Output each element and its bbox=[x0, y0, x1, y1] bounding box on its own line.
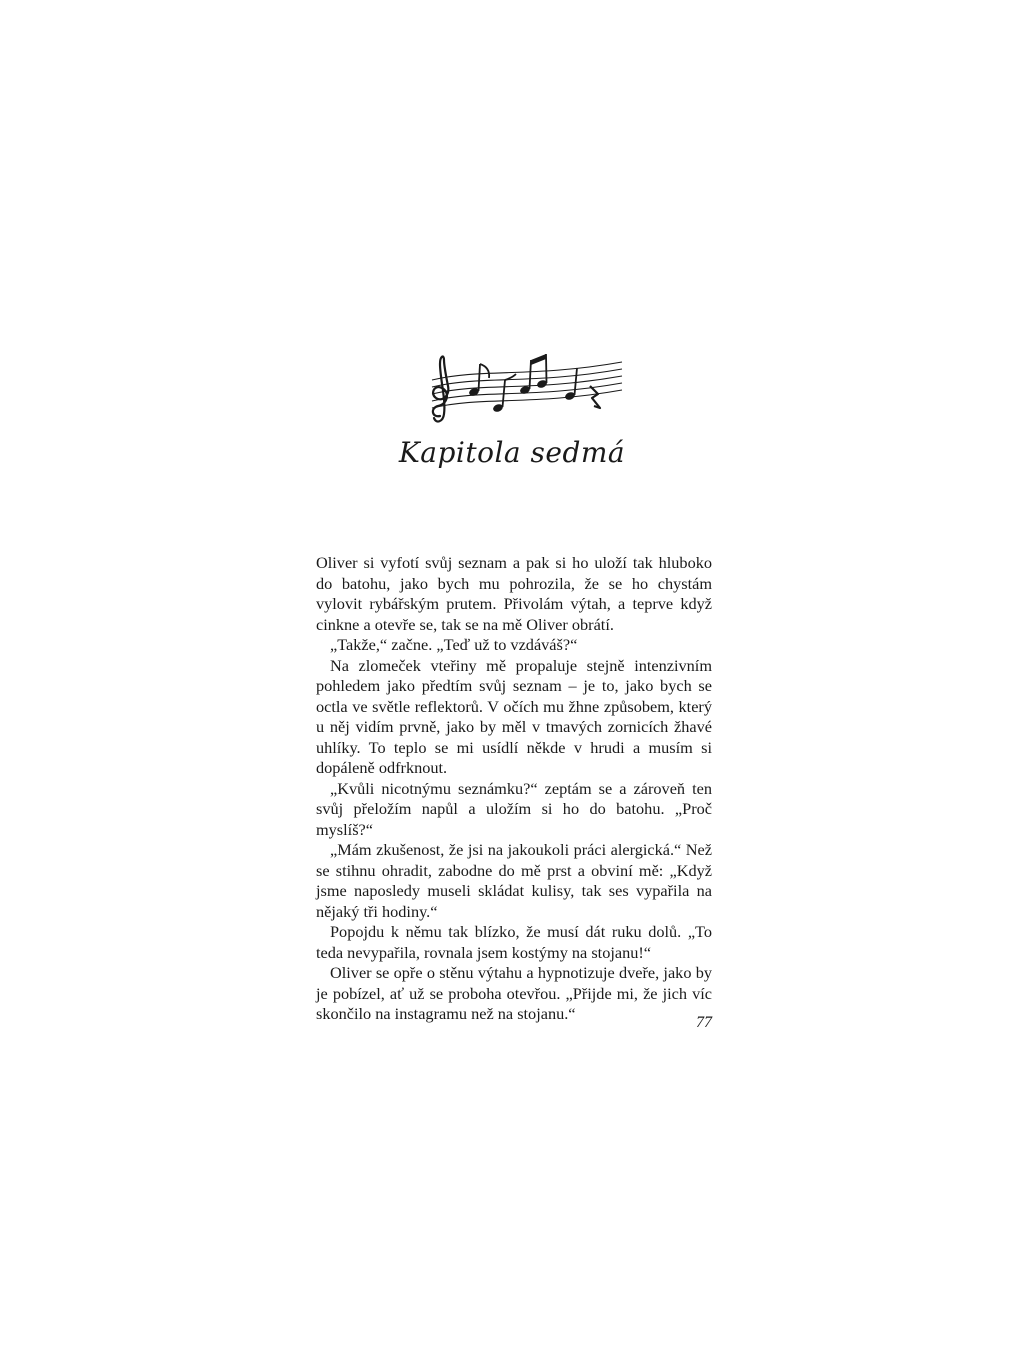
paragraph: „Kvůli nicotnýmu seznámku?“ zeptám se a zároveň ten svůj přeložím napůl a uložím si ho do batohu. „Proč myslíš?“ bbox=[316, 778, 712, 839]
page-number: 77 bbox=[696, 1014, 712, 1031]
music-staff-notes-icon bbox=[412, 348, 626, 428]
paragraph: Oliver si vyfotí svůj seznam a pak si ho uloží tak hluboko do batohu, jako bych mu pohrozila, že se ho chystám vylovit rybářským prutem. Přivolám výtah, a teprve když cinkne a otevře se, tak se na mě Oliver obrátí. bbox=[316, 553, 712, 634]
paragraph: Oliver se opře o stěnu výtahu a hypnotizuje dveře, jako by je pobízel, ať už se proboha otevřou. „Přijde mi, že jich víc skončilo na instagramu než na stojanu.“ bbox=[316, 963, 712, 1023]
paragraph: „Takže,“ začne. „Teď už to vzdáváš?“ bbox=[330, 635, 578, 654]
chapter-title: Kapitola sedmá bbox=[398, 436, 626, 469]
paragraph: „Mám zkušenost, že jsi na jakoukoli práci alergická.“ Než se stihnu ohradit, zabodne do mě prst a obviní mě: „Když jsme naposledy museli skládat kulisy, tak ses vypařila na nějaký tři hodiny.“ bbox=[316, 840, 712, 921]
paragraph: Popojdu k němu tak blízko, že musí dát ruku dolů. „To teda nevypařila, rovnala jsem kostýmy na stojanu!“ bbox=[316, 922, 712, 962]
paragraph: Na zlomeček vteřiny mě propaluje stejně intenzivním pohledem jako předtím svůj seznam – je to, jako bych se octla ve světle reflektorů. V očích mu žhne způsobem, který u něj vidím prvně, jako by měl v tmavých zornicích žhavé uhlíky. To teplo se mi usídlí někde v hrudi a musím si dopáleně odfrknout. bbox=[316, 655, 712, 777]
chapter-body bbox=[316, 553, 712, 1025]
